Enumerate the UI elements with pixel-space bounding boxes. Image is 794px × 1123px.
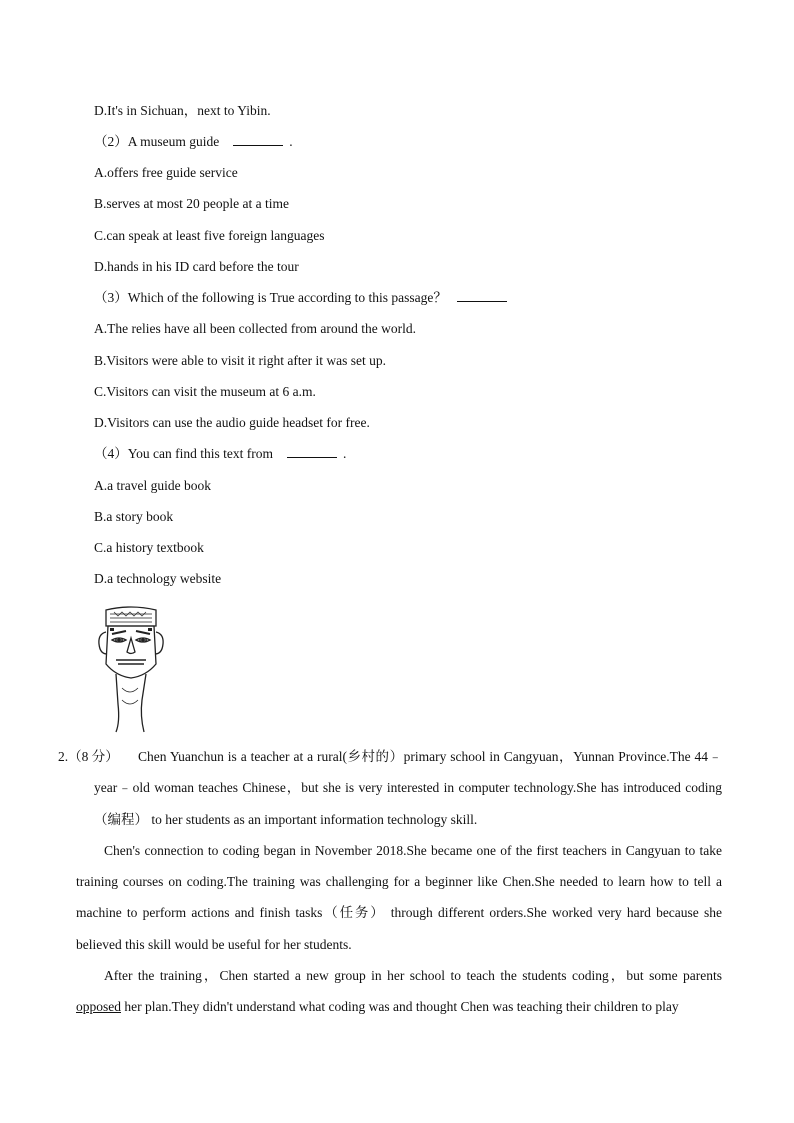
q4-stem-text: （4）You can find this text from	[94, 446, 273, 461]
paragraph-3-text-start: After the training，Chen started a new group in her school to teach the students coding，but some parents	[104, 968, 722, 984]
question-number: 2.（8 分）	[58, 749, 119, 764]
q4-option-b: B.a story book	[94, 509, 174, 524]
q2-stem-text: （2）A museum guide	[94, 134, 220, 149]
q1-option-d: D.It's in Sichuan，next to Yibin.	[94, 103, 271, 118]
paragraph-3-text-end: her plan.They didn't understand what coding was and thought Chen was teaching their children to play	[124, 999, 679, 1015]
q3-option-a: A.The relies have all been collected from around the world.	[94, 321, 416, 336]
passage-2	[58, 741, 722, 1023]
q2-option-a: A.offers free guide service	[94, 165, 238, 180]
underlined-word-opposed: opposed	[76, 999, 121, 1015]
q4-stem	[94, 445, 346, 463]
q3-option-d: D.Visitors can use the audio guide headset for free.	[94, 415, 370, 430]
q3-stem-text: （3）Which of the following is True according to this passage？	[94, 290, 447, 305]
q2-stem	[94, 133, 293, 151]
q3-option-b: B.Visitors were able to visit it right after it was set up.	[94, 353, 387, 368]
passage-2-paragraph-3	[76, 960, 722, 1023]
passage-2-paragraph-2: Chen's connection to coding began in November 2018.She became one of the first teachers in Cangyuan to take training courses on coding.The training was challenging for a beginner like Chen.She needed to learn how to tell a machine to perform actions and finish tasks（任务） through different orders.She worked very hard because she believed this skill would be useful for her students.	[76, 842, 722, 952]
q3-answer-blank	[457, 289, 507, 302]
q3-option-c: C.Visitors can visit the museum at 6 a.m.	[94, 384, 316, 399]
q2-option-d: D.hands in his ID card before the tour	[94, 259, 299, 274]
q2-stem-end: .	[289, 134, 293, 149]
q2-answer-blank	[233, 133, 283, 146]
q3-stem	[94, 289, 513, 307]
q4-option-c: C.a history textbook	[94, 540, 204, 555]
q4-stem-end: .	[343, 446, 347, 461]
paragraph-1-text: Chen Yuanchun is a teacher at a rural(乡村的）primary school in Cangyuan，Yunnan Province.The 44﹣year﹣old woman teaches Chinese，but she is very interested in computer technology.She has introduced coding（编程） to her students as an important information technology skill.	[94, 749, 722, 827]
q2-option-c: C.can speak at least five foreign languages	[94, 228, 325, 243]
passage-2-paragraph-1	[58, 741, 722, 835]
q2-option-b: B.serves at most 20 people at a time	[94, 196, 289, 211]
q4-option-a: A.a travel guide book	[94, 478, 211, 493]
q4-answer-blank	[287, 445, 337, 458]
q4-option-d: D.a technology website	[94, 571, 222, 586]
bronze-mask-illustration	[96, 604, 166, 734]
